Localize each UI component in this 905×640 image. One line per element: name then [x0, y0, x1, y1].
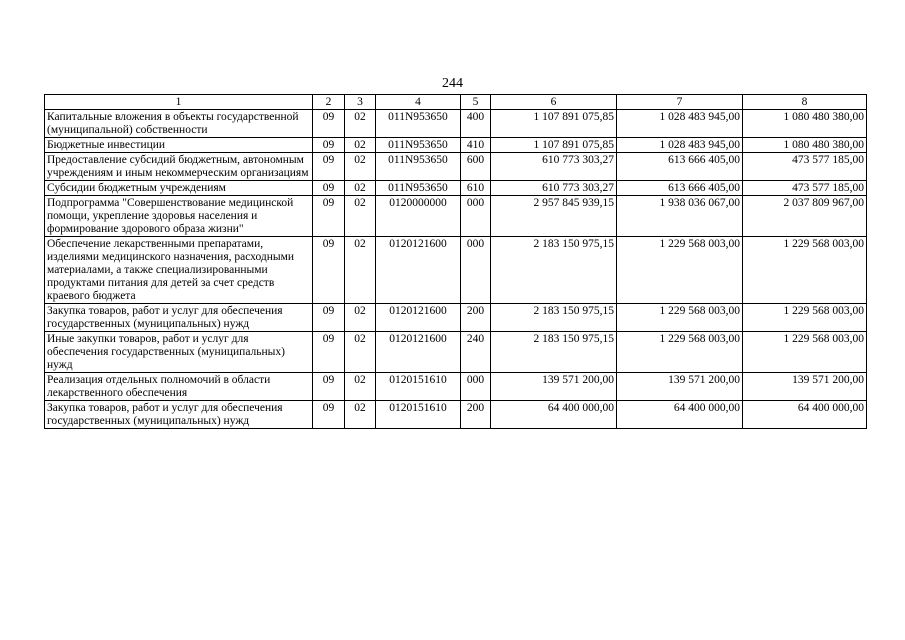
target-article-code: 011N953650: [376, 181, 461, 196]
amount-col7: 1 028 483 945,00: [617, 138, 743, 153]
target-article-code: 011N953650: [376, 153, 461, 181]
amount-col8: 473 577 185,00: [743, 181, 867, 196]
column-header: 6: [491, 95, 617, 110]
amount-col7: 64 400 000,00: [617, 401, 743, 429]
section-code: 09: [313, 304, 345, 332]
amount-col8: 1 080 480 380,00: [743, 138, 867, 153]
table-row: [45, 332, 867, 373]
table-row: [45, 138, 867, 153]
amount-col7: 613 666 405,00: [617, 153, 743, 181]
expense-type-code: 000: [461, 196, 491, 237]
amount-col7: 139 571 200,00: [617, 373, 743, 401]
expense-name: Закупка товаров, работ и услуг для обеспечения государственных (муниципальных) нужд: [45, 401, 313, 429]
subsection-code: 02: [345, 196, 376, 237]
section-code: 09: [313, 332, 345, 373]
section-code: 09: [313, 401, 345, 429]
expense-name: Иные закупки товаров, работ и услуг для обеспечения государственных (муниципальных) нужд: [45, 332, 313, 373]
section-code: 09: [313, 196, 345, 237]
table-row: [45, 237, 867, 304]
expense-type-code: 410: [461, 138, 491, 153]
section-code: 09: [313, 153, 345, 181]
column-header: 5: [461, 95, 491, 110]
expense-type-code: 200: [461, 401, 491, 429]
amount-col8: 1 229 568 003,00: [743, 237, 867, 304]
target-article-code: 011N953650: [376, 138, 461, 153]
target-article-code: 0120151610: [376, 401, 461, 429]
target-article-code: 0120000000: [376, 196, 461, 237]
amount-col8: 1 229 568 003,00: [743, 332, 867, 373]
target-article-code: 0120151610: [376, 373, 461, 401]
table-row: [45, 401, 867, 429]
amount-col8: 139 571 200,00: [743, 373, 867, 401]
amount-col6: 64 400 000,00: [491, 401, 617, 429]
section-code: 09: [313, 237, 345, 304]
target-article-code: 0120121600: [376, 304, 461, 332]
table-row: [45, 110, 867, 138]
column-header: 7: [617, 95, 743, 110]
target-article-code: 011N953650: [376, 110, 461, 138]
expense-name: Субсидии бюджетным учреждениям: [45, 181, 313, 196]
expense-type-code: 240: [461, 332, 491, 373]
amount-col8: 473 577 185,00: [743, 153, 867, 181]
expense-type-code: 000: [461, 237, 491, 304]
expense-type-code: 200: [461, 304, 491, 332]
expense-type-code: 600: [461, 153, 491, 181]
subsection-code: 02: [345, 401, 376, 429]
table-row: [45, 196, 867, 237]
amount-col6: 2 183 150 975,15: [491, 332, 617, 373]
table-row: [45, 304, 867, 332]
subsection-code: 02: [345, 304, 376, 332]
column-header: 1: [45, 95, 313, 110]
column-header: 3: [345, 95, 376, 110]
column-header: 8: [743, 95, 867, 110]
amount-col6: 139 571 200,00: [491, 373, 617, 401]
table-header-row: [45, 95, 867, 110]
subsection-code: 02: [345, 373, 376, 401]
page-number: 244: [442, 76, 463, 91]
section-code: 09: [313, 110, 345, 138]
section-code: 09: [313, 373, 345, 401]
expense-name: Капитальные вложения в объекты государственной (муниципальной) собственности: [45, 110, 313, 138]
amount-col6: 2 957 845 939,15: [491, 196, 617, 237]
amount-col7: 1 938 036 067,00: [617, 196, 743, 237]
expense-type-code: 610: [461, 181, 491, 196]
expense-name: Подпрограмма "Совершенствование медицинской помощи, укрепление здоровья населения и формирование здорового образа жизни": [45, 196, 313, 237]
expense-name: Бюджетные инвестиции: [45, 138, 313, 153]
subsection-code: 02: [345, 181, 376, 196]
subsection-code: 02: [345, 332, 376, 373]
amount-col8: 2 037 809 967,00: [743, 196, 867, 237]
column-header: 4: [376, 95, 461, 110]
expense-name: Обеспечение лекарственными препаратами, изделиями медицинского назначения, расходными материалами, а также специализированными продуктами питания для детей за счет средств краевого бюджета: [45, 237, 313, 304]
amount-col7: 1 229 568 003,00: [617, 304, 743, 332]
budget-table: [44, 94, 867, 429]
amount-col6: 610 773 303,27: [491, 181, 617, 196]
expense-name: Предоставление субсидий бюджетным, автономным учреждениям и иным некоммерческим организациям: [45, 153, 313, 181]
expense-name: Закупка товаров, работ и услуг для обеспечения государственных (муниципальных) нужд: [45, 304, 313, 332]
table-row: [45, 181, 867, 196]
target-article-code: 0120121600: [376, 332, 461, 373]
section-code: 09: [313, 138, 345, 153]
expense-type-code: 400: [461, 110, 491, 138]
subsection-code: 02: [345, 237, 376, 304]
amount-col7: 1 229 568 003,00: [617, 332, 743, 373]
amount-col6: 2 183 150 975,15: [491, 237, 617, 304]
amount-col8: 64 400 000,00: [743, 401, 867, 429]
target-article-code: 0120121600: [376, 237, 461, 304]
amount-col7: 613 666 405,00: [617, 181, 743, 196]
amount-col7: 1 028 483 945,00: [617, 110, 743, 138]
column-header: 2: [313, 95, 345, 110]
expense-name: Реализация отдельных полномочий в области лекарственного обеспечения: [45, 373, 313, 401]
amount-col6: 610 773 303,27: [491, 153, 617, 181]
subsection-code: 02: [345, 110, 376, 138]
amount-col6: 1 107 891 075,85: [491, 138, 617, 153]
table-row: [45, 153, 867, 181]
table-row: [45, 373, 867, 401]
subsection-code: 02: [345, 138, 376, 153]
amount-col7: 1 229 568 003,00: [617, 237, 743, 304]
amount-col6: 2 183 150 975,15: [491, 304, 617, 332]
amount-col8: 1 080 480 380,00: [743, 110, 867, 138]
section-code: 09: [313, 181, 345, 196]
amount-col6: 1 107 891 075,85: [491, 110, 617, 138]
subsection-code: 02: [345, 153, 376, 181]
amount-col8: 1 229 568 003,00: [743, 304, 867, 332]
expense-type-code: 000: [461, 373, 491, 401]
